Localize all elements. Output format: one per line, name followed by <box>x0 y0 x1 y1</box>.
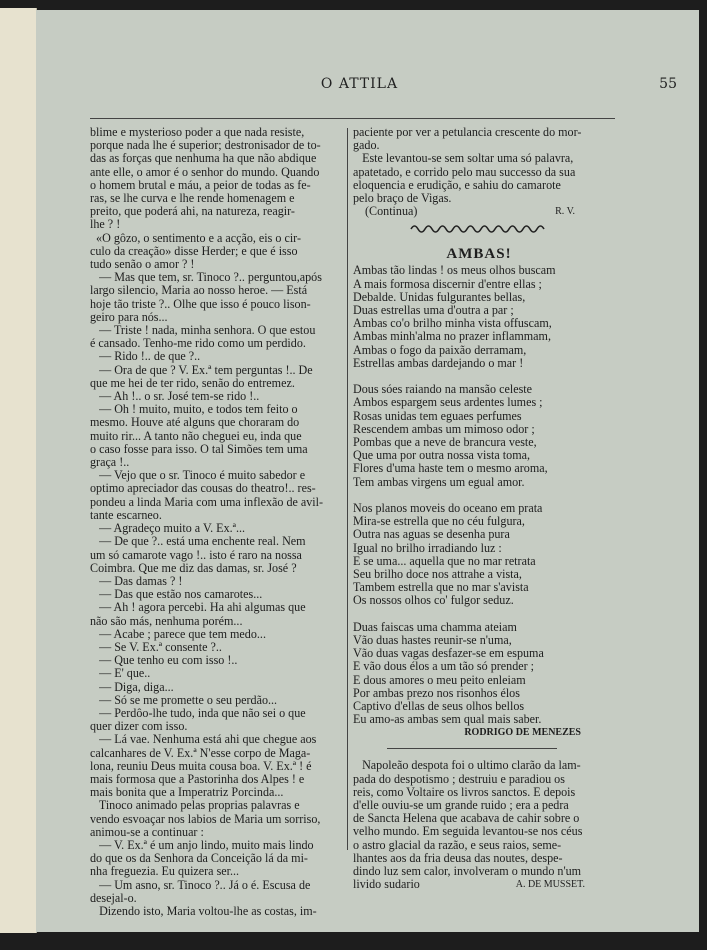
text-line: Dizendo isto, Maria voltou-lhe as costas, im- <box>90 903 317 918</box>
poem-line: Outra nas aguas se desenha pura <box>353 527 510 542</box>
text-line: eloquencia e erudição, e sahiu do camarote <box>353 177 561 192</box>
text-line: pada do despotismo ; destruiu e paradiou os <box>353 771 565 786</box>
poem-line: Ambos espargem seus ardentes lumes ; <box>353 395 543 410</box>
page-number: 55 <box>659 76 677 92</box>
poem-line: Seu brilho doce nos attrahe a vista, <box>353 567 522 582</box>
text-line: — Só se me promette o seu perdão... <box>90 692 278 707</box>
poem-line: Mira-se estrella que no céu fulgura, <box>353 514 525 529</box>
poem-line: Tem ambas virgens um egual amor. <box>353 474 525 489</box>
text-line: porque nada lhe é superior; destronisador de to- <box>90 138 321 153</box>
header-rule <box>90 118 615 119</box>
column-divider <box>347 128 348 850</box>
text-line: animou-se a continuar : <box>90 824 204 839</box>
section-rule <box>387 748 557 749</box>
text-line: — Perdôo-lhe tudo, inda que não sei o que <box>90 705 306 720</box>
text-line: — Das damas ? ! <box>90 573 183 588</box>
continua-label: (Continua) <box>365 204 418 219</box>
text-line: hoje tão triste ?.. Olhe que isso é pouco lison- <box>90 296 311 311</box>
text-line: preito, que poderá ahi, na natureza, reagir- <box>90 204 295 219</box>
poem-line: Ambas tão lindas ! os meus olhos buscam <box>353 263 556 278</box>
excerpt-last-line <box>353 878 605 891</box>
text-line: é cansado. Tenho-me rido como um perdido. <box>90 336 306 351</box>
wavy-ornament-icon <box>409 222 549 236</box>
poem-line: Nos planos moveis do oceano em prata <box>353 501 543 516</box>
poem-line: E dous amores o meu peito enleiam <box>353 672 526 687</box>
text-line: largo silencio, Maria ao nosso heroe. — Está <box>90 283 308 298</box>
poem-line: A mais formosa discernir d'entre ellas ; <box>353 276 542 291</box>
poem-line: Ambas minh'alma no prazer inflammam, <box>353 329 551 344</box>
poem <box>353 264 605 726</box>
text-line: lona, reuniu Deus muita cousa boa. V. Ex.ª ! é <box>90 758 312 773</box>
poem-line: Vão duas hastes reunir-se n'uma, <box>353 633 512 648</box>
text-line: culo da creação» disse Herder; e que é isso <box>90 243 298 258</box>
poem-line: Tambem estrella que no mar s'avista <box>353 580 529 595</box>
text-line: que me hei de ter rido, senão do entremez. <box>90 375 295 390</box>
text-line: — Que tenho eu com isso !.. <box>90 653 238 668</box>
text-line: o caso fosse para isso. O tal Simões tem uma <box>90 441 308 456</box>
text-line: velho mundo. Em seguida levantou-se nos céus <box>353 824 583 839</box>
poem-line: Captivo d'ellas de seus olhos bellos <box>353 699 525 714</box>
story-signature: R. V. <box>555 206 575 218</box>
text-line: reis, como Voltaire os livros sanctos. E depois <box>353 784 576 799</box>
text-line: mais bonita que a Imperatriz Porcinda... <box>90 785 284 800</box>
text-line: muito rir... A tanto não cheguei eu, inda que <box>90 428 302 443</box>
running-header <box>42 76 677 94</box>
text-line: — Rido !.. de que ?.. <box>90 349 201 364</box>
text-line: — De que ?.. está uma enchente real. Nem <box>90 534 306 549</box>
text-line: do que os da Senhora da Conceição lá da mi- <box>90 851 308 866</box>
text-line: não são más, nenhuma porém... <box>90 613 243 628</box>
poem-stanza <box>353 502 605 608</box>
text-line: dindo luz sem calor, involveram o mundo n'um <box>353 864 582 879</box>
text-line: — Agradeço muito a V. Ex.ª... <box>90 521 246 536</box>
text-line: o astro glacial da razão, e seus raios, seme- <box>353 837 562 852</box>
text-line: pelo braço de Vigas. <box>353 191 452 206</box>
facing-page-edge <box>0 8 37 933</box>
text-line: — Vejo que o sr. Tinoco é muito sabedor e <box>90 468 306 483</box>
poem-line: Igual no brilho irradiando luz : <box>353 540 502 555</box>
text-line: ras, se lhe curva e lhe rende homenagem e <box>90 191 295 206</box>
text-line: Este levantou-se sem soltar uma só palavra, <box>353 151 574 166</box>
poem-line: Flores d'uma haste tem o mesmo aroma, <box>353 461 548 476</box>
poem-line: Rescendem ambas um mimoso odor ; <box>353 421 535 436</box>
poem-line: Dous sóes raiando na mansão celeste <box>353 382 532 397</box>
text-line: optimo apreciador das cousas do theatro!.. res- <box>90 481 316 496</box>
text-line: — Um asno, sr. Tinoco ?.. Já o é. Escusa de <box>90 877 311 892</box>
text-line: — Das que estão nos camarotes... <box>90 587 263 602</box>
poem-author: RODRIGO DE MENEZES <box>464 727 581 739</box>
text-line: geiro para nós... <box>90 309 168 324</box>
text-line: o homem brutal e máu, a peior de todas as fe- <box>90 177 311 192</box>
musset-excerpt <box>353 759 605 878</box>
poem-line: Duas estrellas uma d'outra a par ; <box>353 303 514 318</box>
poem-line: Estrellas ambas dardejando o mar ! <box>353 355 524 370</box>
text-line: — Diga, diga... <box>90 679 174 694</box>
text-line: gado. <box>353 138 380 153</box>
text-line: tudo senão o amor ? ! <box>90 257 195 272</box>
text-line: — Lá vae. Nenhuma está ahi que chegue aos <box>90 732 317 747</box>
stanza-gap <box>353 608 605 621</box>
poem-stanza <box>353 264 605 370</box>
journal-title: O ATTILA <box>320 76 399 92</box>
text-line: paciente por ver a petulancia crescente do mor- <box>353 125 582 139</box>
text-line: de Sancta Helena que acabava de cahir sobre o <box>353 811 580 826</box>
story-continuation <box>353 126 605 205</box>
poem-line: Duas faiscas uma chamma ateiam <box>353 619 517 634</box>
poem-line: Vão duas vagas desfazer-se em espuma <box>353 646 544 661</box>
text-line: Napoleão despota foi o ultimo clarão da lam- <box>353 758 581 773</box>
right-column <box>353 126 605 891</box>
text-line: — Ah !.. o sr. José tem-se rido !.. <box>90 389 260 404</box>
text-line: — E' que.. <box>90 666 151 681</box>
text-line: lhantes aos da fria deusa das noutes, despe- <box>353 850 563 865</box>
text-line: mais formosa que a Pastorinha dos Alpes ! e <box>90 771 305 786</box>
text-line: nha freguezia. Eu quizera ser... <box>90 864 240 879</box>
wavy-ornament <box>353 222 605 242</box>
continua-row <box>353 205 605 218</box>
poem-line: Ambas co'o brilho minha vista offuscam, <box>353 316 552 331</box>
poem-line: E se uma... aquella que no mar retrata <box>353 553 536 568</box>
poem-line: Eu amo-as ambas sem qual mais saber. <box>353 712 542 727</box>
excerpt-last-text: livido sudario <box>353 877 420 892</box>
poem-line: E vão dous élos a um tão só prender ; <box>353 659 535 674</box>
text-line: vendo esvoaçar nos labios de Maria um sorriso, <box>90 811 321 826</box>
poem-line: Debalde. Unidas fulgurantes bellas, <box>353 289 526 304</box>
text-line: — Ora de que ? V. Ex.ª tem perguntas !.. De <box>90 362 313 377</box>
text-line: calcanhares de V. Ex.ª N'esse corpo de Maga- <box>90 745 311 760</box>
poem-stanza <box>353 621 605 727</box>
excerpt-author: A. DE MUSSET. <box>515 879 585 891</box>
left-column <box>90 126 345 918</box>
text-line: — Oh ! muito, muito, e todos tem feito o <box>90 402 298 417</box>
text-line: — Ah ! agora percebi. Ha ahi algumas que <box>90 600 306 615</box>
poem-line: Que uma por outra nossa vista toma, <box>353 448 531 463</box>
text-line: desejal-o. <box>90 890 137 905</box>
poem-line: Ambas o fogo da paixão derramam, <box>353 342 527 357</box>
text-line: d'elle ouviu-se um grande ruido ; era a pedra <box>353 798 569 813</box>
text-line: ante elle, o amor é o senhor do mundo. Quando <box>90 164 320 179</box>
text-line: — Acabe ; parece que tem medo... <box>90 626 266 641</box>
poem-title: AMBAS! <box>446 246 512 263</box>
text-line: — Triste ! nada, minha senhora. O que estou <box>90 323 316 338</box>
text-line: das as forças que nenhuma ha que não abdique <box>90 151 317 166</box>
text-line: — Se V. Ex.ª consente ?.. <box>90 639 222 654</box>
text-line: um só camarote vago !.. isto é raro na nossa <box>90 547 302 562</box>
text-line: graça !.. <box>90 455 130 470</box>
text-line: «O gôzo, o sentimento e a acção, eis o cir- <box>90 230 301 245</box>
text-line: Coimbra. Que me diz das damas, sr. José ? <box>90 560 297 575</box>
poem-line: Os nossos olhos co' fulgor seduz. <box>353 593 514 608</box>
text-line: pondeu a linda Maria com uma inflexão de avil- <box>90 494 324 509</box>
poem-line: Pombas que a neve de brancura veste, <box>353 435 537 450</box>
text-line: mesmo. Houve até alguns que choraram do <box>90 415 300 430</box>
text-line: — Mas que tem, sr. Tinoco ?.. perguntou,após <box>90 270 322 285</box>
poem-line: Rosas unidas tem eguaes perfumes <box>353 408 522 423</box>
text-line: — V. Ex.ª é um anjo lindo, muito mais lindo <box>90 837 314 852</box>
text-line: apatetado, e corrido pelo mau successo da sua <box>353 164 576 179</box>
text-line: tante escarneo. <box>90 507 162 522</box>
text-line: blime e mysterioso poder a que nada resiste, <box>90 125 305 139</box>
text-line: Tinoco animado pelas proprias palavras e <box>90 798 300 813</box>
poem-line: Por ambas prezo nos risonhos élos <box>353 685 520 700</box>
text-line: lhe ? ! <box>90 217 121 232</box>
text-line: quer dizer com isso. <box>90 719 188 734</box>
poem-stanza <box>353 383 605 489</box>
